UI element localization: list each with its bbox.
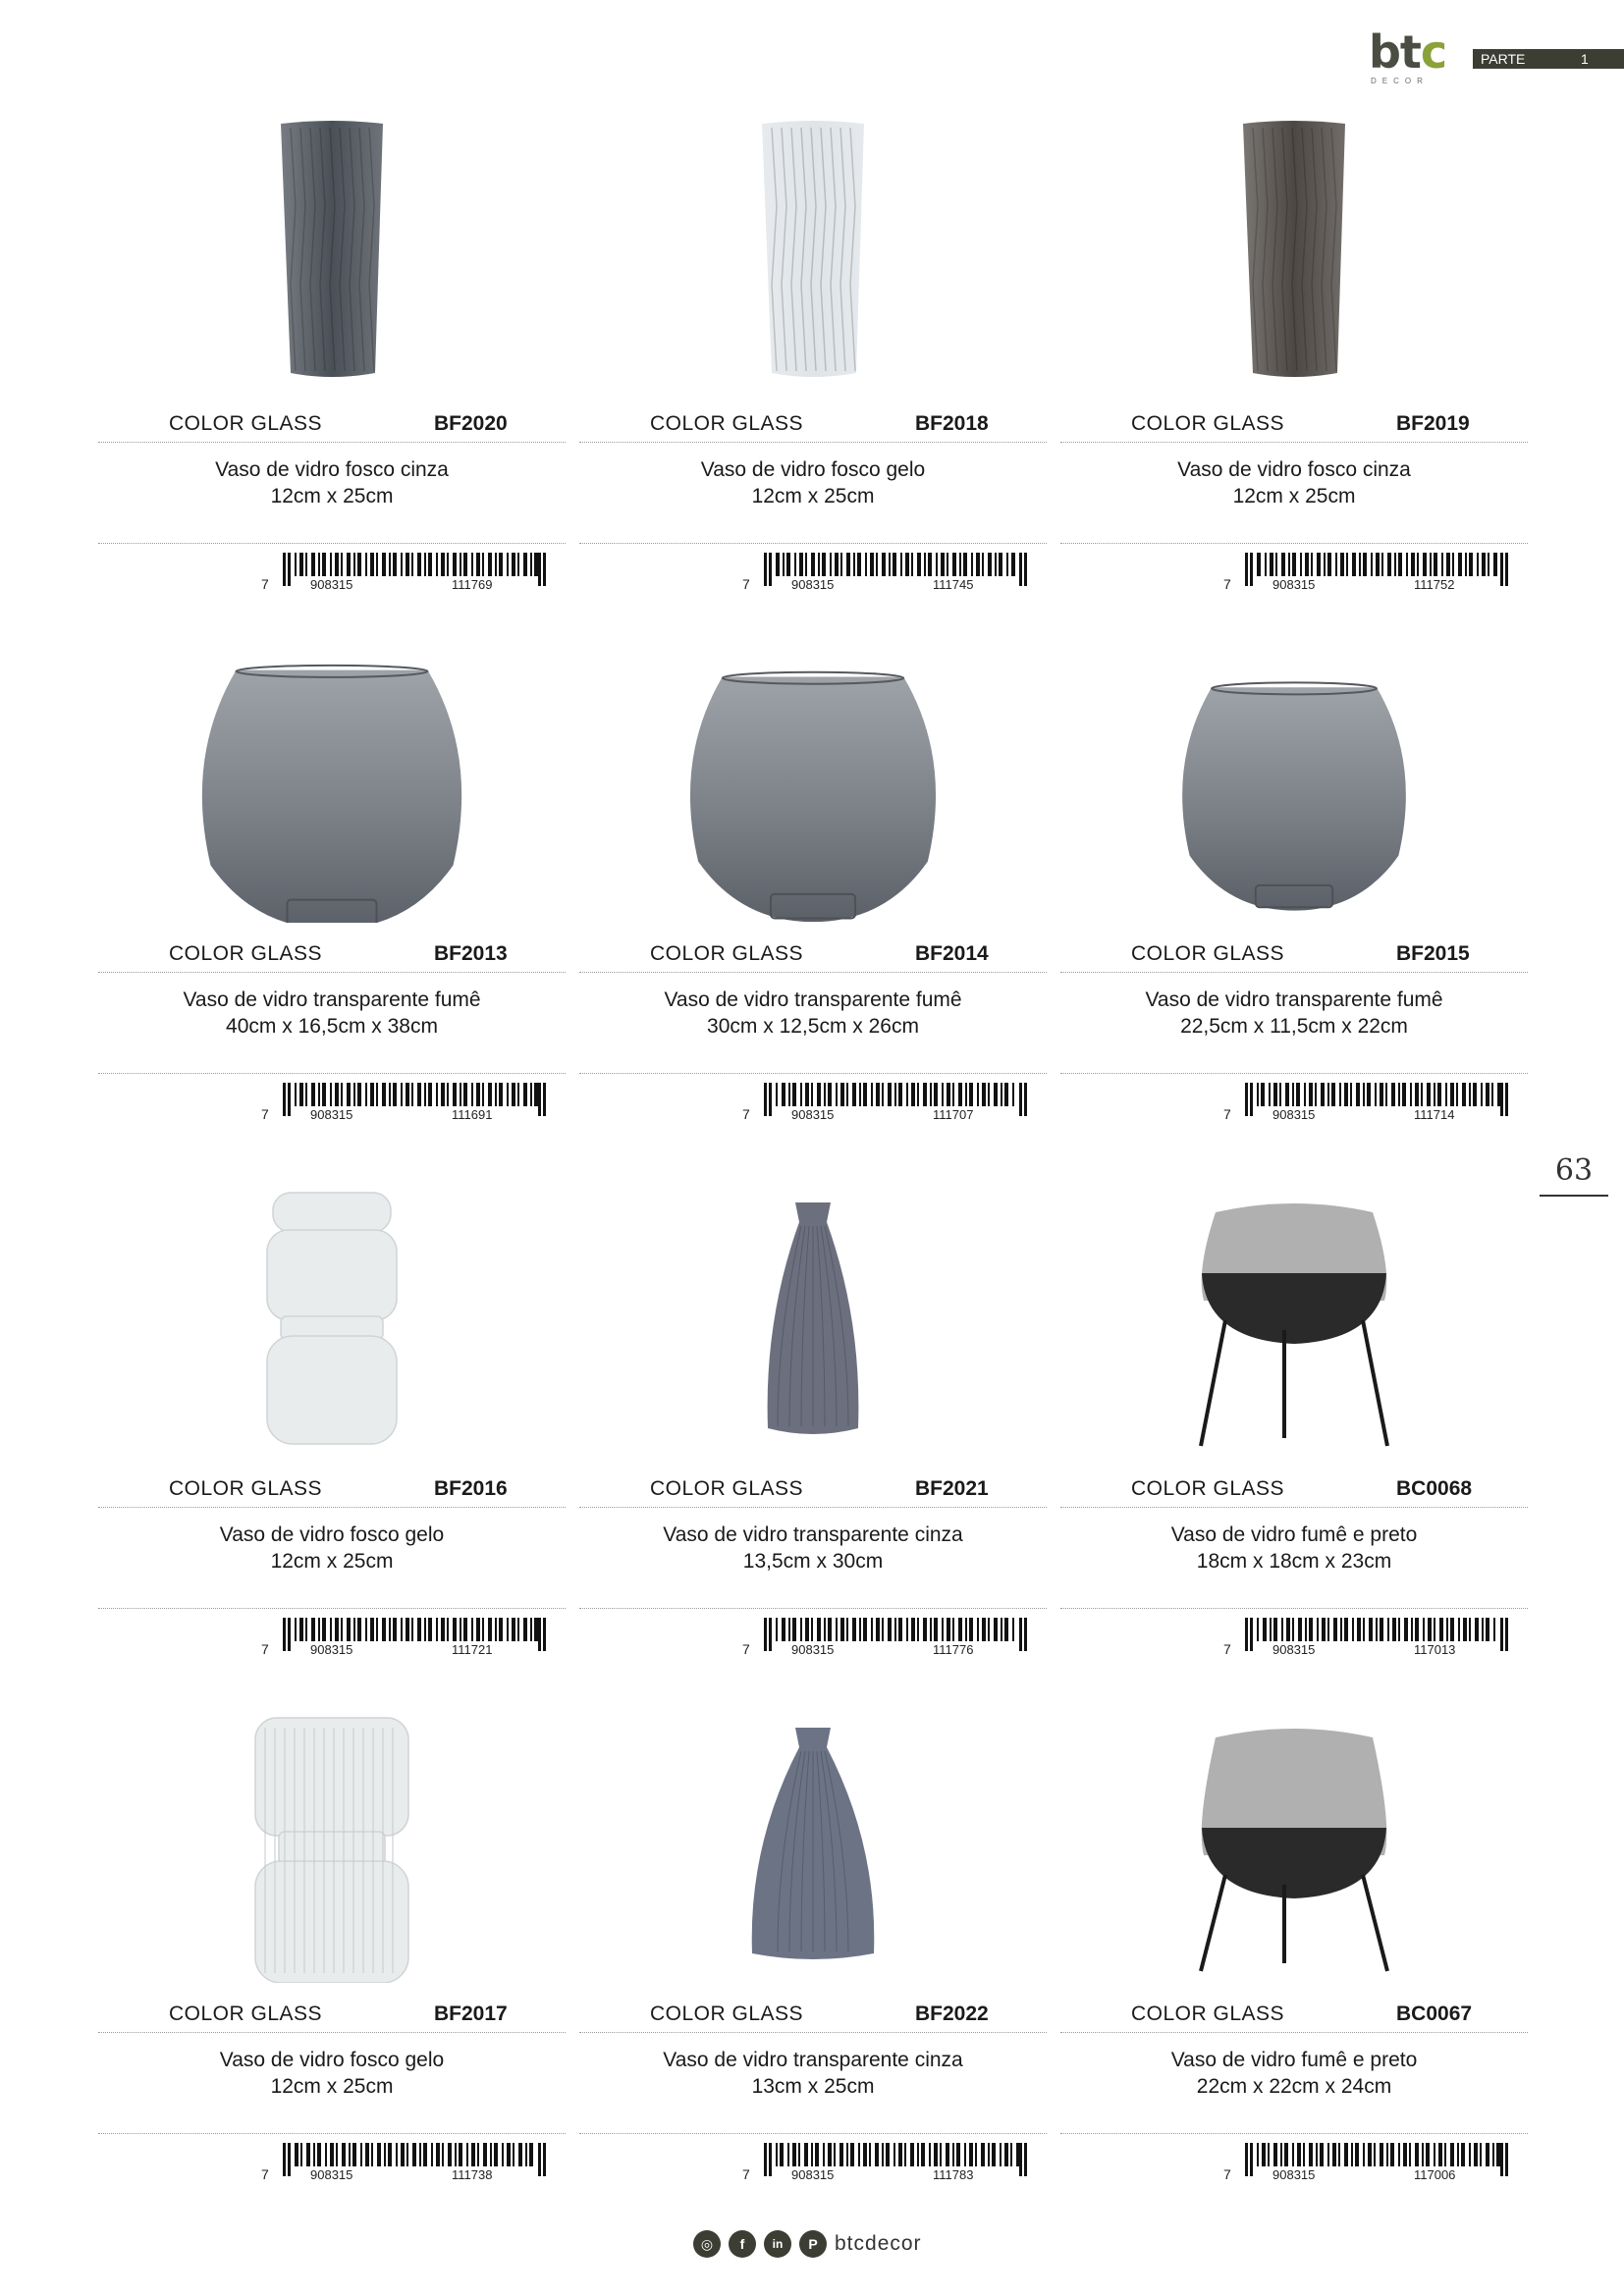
product-brand: COLOR GLASS xyxy=(650,412,804,435)
product-description xyxy=(579,2047,1047,2100)
product-code: BF2015 xyxy=(1396,942,1470,965)
barcode xyxy=(736,553,1031,602)
product-description xyxy=(579,456,1047,509)
product-description-line-1: Vaso de vidro fosco cinza xyxy=(215,458,449,481)
barcode-digit-3: 111707 xyxy=(933,1107,974,1122)
vase-illustration xyxy=(579,1708,1047,1983)
product-card xyxy=(579,1183,1047,1713)
product-brand: COLOR GLASS xyxy=(650,2002,804,2025)
product-description-line-1: Vaso de vidro transparente fumê xyxy=(664,988,962,1011)
product-description xyxy=(1060,456,1528,509)
divider xyxy=(579,1608,1047,1609)
barcode xyxy=(1218,1083,1512,1132)
product-dimensions: 22cm x 22cm x 24cm xyxy=(1196,2075,1392,2098)
product-title-row xyxy=(1060,1468,1528,1508)
vase-illustration xyxy=(98,648,566,923)
product-brand: COLOR GLASS xyxy=(169,942,323,965)
barcode-digit-1: 7 xyxy=(261,576,269,592)
barcode-digit-3: 111691 xyxy=(452,1107,493,1122)
barcode-digit-3: 117006 xyxy=(1414,2167,1456,2182)
product-dimensions: 40cm x 16,5cm x 38cm xyxy=(226,1015,438,1038)
product-dimensions: 12cm x 25cm xyxy=(270,485,394,507)
vase-illustration xyxy=(579,118,1047,393)
barcode-digit-3: 111745 xyxy=(933,577,974,592)
vase-illustration xyxy=(1060,648,1528,923)
product-description-line-1: Vaso de vidro transparente fumê xyxy=(1145,988,1443,1011)
product-code: BF2014 xyxy=(915,942,989,965)
barcode xyxy=(255,1618,550,1667)
barcode-digit-2: 908315 xyxy=(791,2167,835,2182)
barcode-digit-3: 111769 xyxy=(452,577,493,592)
barcode-digit-2: 908315 xyxy=(791,577,835,592)
product-image xyxy=(1060,1183,1528,1477)
product-title-row xyxy=(579,1993,1047,2033)
product-code: BF2017 xyxy=(434,2002,508,2025)
product-title-row xyxy=(579,1468,1047,1508)
vase-illustration xyxy=(579,648,1047,923)
divider xyxy=(579,543,1047,544)
product-dimensions: 18cm x 18cm x 23cm xyxy=(1196,1550,1392,1573)
product-image xyxy=(98,1708,566,2002)
barcode-digit-1: 7 xyxy=(1223,1106,1231,1122)
product-card xyxy=(1060,648,1528,1178)
product-code: BF2022 xyxy=(915,2002,989,2025)
facebook-icon[interactable]: f xyxy=(729,2230,756,2258)
product-dimensions: 30cm x 12,5cm x 26cm xyxy=(707,1015,919,1038)
product-code: BF2013 xyxy=(434,942,508,965)
product-brand: COLOR GLASS xyxy=(1131,1477,1285,1500)
product-code: BF2021 xyxy=(915,1477,989,1500)
product-brand: COLOR GLASS xyxy=(169,412,323,435)
barcode xyxy=(255,1083,550,1132)
product-image xyxy=(98,118,566,412)
vase-illustration xyxy=(98,1708,566,1983)
product-title-row xyxy=(1060,933,1528,973)
barcode-digit-1: 7 xyxy=(1223,576,1231,592)
product-description-line-1: Vaso de vidro fosco cinza xyxy=(1177,458,1411,481)
instagram-icon[interactable]: ◎ xyxy=(693,2230,721,2258)
product-card xyxy=(98,1708,566,2238)
barcode-digit-3: 111721 xyxy=(452,1642,493,1657)
divider xyxy=(98,543,566,544)
divider xyxy=(1060,2133,1528,2134)
barcode-digit-2: 908315 xyxy=(310,577,353,592)
product-brand: COLOR GLASS xyxy=(1131,942,1285,965)
barcode xyxy=(736,1618,1031,1667)
header xyxy=(1369,26,1624,88)
barcode-digit-1: 7 xyxy=(261,2166,269,2182)
product-card xyxy=(579,1708,1047,2238)
product-image xyxy=(1060,648,1528,942)
product-code: BC0068 xyxy=(1396,1477,1473,1500)
divider xyxy=(98,1608,566,1609)
barcode-digit-1: 7 xyxy=(1223,2166,1231,2182)
product-description xyxy=(1060,2047,1528,2100)
product-card xyxy=(98,118,566,648)
page-number-underline xyxy=(1540,1195,1608,1197)
product-card xyxy=(1060,1183,1528,1713)
divider xyxy=(579,1073,1047,1074)
product-title-row xyxy=(98,1468,566,1508)
product-description-line-1: Vaso de vidro fumê e preto xyxy=(1170,1523,1418,1546)
product-image xyxy=(579,1708,1047,2002)
product-description xyxy=(1060,1522,1528,1575)
vase-illustration xyxy=(98,118,566,393)
product-title-row xyxy=(98,933,566,973)
product-code: BF2019 xyxy=(1396,412,1470,435)
product-image xyxy=(579,118,1047,412)
vase-illustration xyxy=(1060,118,1528,393)
btc-logo: btc xyxy=(1369,26,1447,79)
product-description-line-1: Vaso de vidro transparente cinza xyxy=(663,2049,963,2071)
part-label: PARTE xyxy=(1481,51,1526,67)
product-image xyxy=(98,1183,566,1477)
product-description xyxy=(98,2047,566,2100)
product-title-row xyxy=(98,402,566,443)
barcode-digit-1: 7 xyxy=(742,576,750,592)
product-code: BC0067 xyxy=(1396,2002,1473,2025)
vase-illustration xyxy=(579,1183,1047,1458)
barcode-digit-3: 111738 xyxy=(452,2167,493,2182)
product-description xyxy=(98,987,566,1040)
product-image xyxy=(579,1183,1047,1477)
product-image xyxy=(1060,1708,1528,2002)
product-image xyxy=(579,648,1047,942)
product-description xyxy=(98,1522,566,1575)
product-brand: COLOR GLASS xyxy=(650,1477,804,1500)
product-code: BF2018 xyxy=(915,412,989,435)
product-dimensions: 12cm x 25cm xyxy=(270,2075,394,2098)
barcode-digit-2: 908315 xyxy=(310,1107,353,1122)
product-code: BF2016 xyxy=(434,1477,508,1500)
barcode-digit-2: 908315 xyxy=(791,1107,835,1122)
product-card xyxy=(98,1183,566,1713)
product-description-line-1: Vaso de vidro fosco gelo xyxy=(700,458,926,481)
barcode xyxy=(1218,2143,1512,2192)
product-dimensions: 13,5cm x 30cm xyxy=(742,1550,884,1573)
barcode-digit-1: 7 xyxy=(742,1106,750,1122)
barcode xyxy=(736,2143,1031,2192)
pinterest-icon[interactable]: P xyxy=(799,2230,827,2258)
product-brand: COLOR GLASS xyxy=(650,942,804,965)
barcode xyxy=(736,1083,1031,1132)
divider xyxy=(1060,543,1528,544)
product-title-row xyxy=(1060,402,1528,443)
product-title-row xyxy=(1060,1993,1528,2033)
product-dimensions: 12cm x 25cm xyxy=(1232,485,1356,507)
product-description-line-1: Vaso de vidro transparente cinza xyxy=(663,1523,963,1546)
barcode-digit-1: 7 xyxy=(261,1641,269,1657)
divider xyxy=(98,1073,566,1074)
product-description-line-1: Vaso de vidro fumê e preto xyxy=(1170,2049,1418,2071)
product-brand: COLOR GLASS xyxy=(1131,2002,1285,2025)
product-description-line-1: Vaso de vidro fosco gelo xyxy=(219,1523,445,1546)
product-description-line-1: Vaso de vidro fosco gelo xyxy=(219,2049,445,2071)
divider xyxy=(98,2133,566,2134)
barcode-digit-2: 908315 xyxy=(1272,2167,1316,2182)
product-title-row xyxy=(98,1993,566,2033)
product-brand: COLOR GLASS xyxy=(169,1477,323,1500)
barcode xyxy=(1218,553,1512,602)
logo-subtitle: DECOR xyxy=(1371,77,1429,85)
vase-illustration xyxy=(98,1183,566,1458)
divider xyxy=(1060,1608,1528,1609)
product-card xyxy=(1060,118,1528,648)
social-handle[interactable]: btcdecor xyxy=(835,2232,922,2255)
product-brand: COLOR GLASS xyxy=(169,2002,323,2025)
product-card xyxy=(579,118,1047,648)
barcode-digit-2: 908315 xyxy=(1272,1107,1316,1122)
barcode-digit-3: 111714 xyxy=(1414,1107,1455,1122)
product-image xyxy=(98,648,566,942)
barcode-digit-1: 7 xyxy=(1223,1641,1231,1657)
page-number: 63 xyxy=(1554,1153,1594,1188)
product-image xyxy=(1060,118,1528,412)
barcode-digit-2: 908315 xyxy=(791,1642,835,1657)
linkedin-icon[interactable]: in xyxy=(764,2230,791,2258)
barcode-digit-3: 111776 xyxy=(933,1642,974,1657)
product-dimensions: 12cm x 25cm xyxy=(270,1550,394,1573)
barcode xyxy=(1218,1618,1512,1667)
barcode xyxy=(255,2143,550,2192)
barcode-digit-2: 908315 xyxy=(310,2167,353,2182)
barcode xyxy=(255,553,550,602)
barcode-digit-2: 908315 xyxy=(310,1642,353,1657)
barcode-digit-3: 111783 xyxy=(933,2167,974,2182)
product-brand: COLOR GLASS xyxy=(1131,412,1285,435)
part-indicator xyxy=(1473,49,1624,69)
product-code: BF2020 xyxy=(434,412,508,435)
product-description xyxy=(579,987,1047,1040)
product-dimensions: 12cm x 25cm xyxy=(751,485,875,507)
product-card xyxy=(579,648,1047,1178)
vase-illustration xyxy=(1060,1183,1528,1458)
barcode-digit-1: 7 xyxy=(742,1641,750,1657)
divider xyxy=(1060,1073,1528,1074)
product-description xyxy=(98,456,566,509)
product-description-line-1: Vaso de vidro transparente fumê xyxy=(183,988,481,1011)
vase-illustration xyxy=(1060,1708,1528,1983)
product-card xyxy=(1060,1708,1528,2238)
product-description xyxy=(579,1522,1047,1575)
product-title-row xyxy=(579,402,1047,443)
divider xyxy=(579,2133,1047,2134)
product-title-row xyxy=(579,933,1047,973)
product-description xyxy=(1060,987,1528,1040)
product-dimensions: 13cm x 25cm xyxy=(751,2075,875,2098)
barcode-digit-1: 7 xyxy=(261,1106,269,1122)
barcode-digit-2: 908315 xyxy=(1272,1642,1316,1657)
part-number: 1 xyxy=(1581,51,1589,67)
product-dimensions: 22,5cm x 11,5cm x 22cm xyxy=(1180,1015,1408,1038)
barcode-digit-3: 117013 xyxy=(1414,1642,1456,1657)
product-card xyxy=(98,648,566,1178)
barcode-digit-3: 111752 xyxy=(1414,577,1455,592)
barcode-digit-1: 7 xyxy=(742,2166,750,2182)
barcode-digit-2: 908315 xyxy=(1272,577,1316,592)
